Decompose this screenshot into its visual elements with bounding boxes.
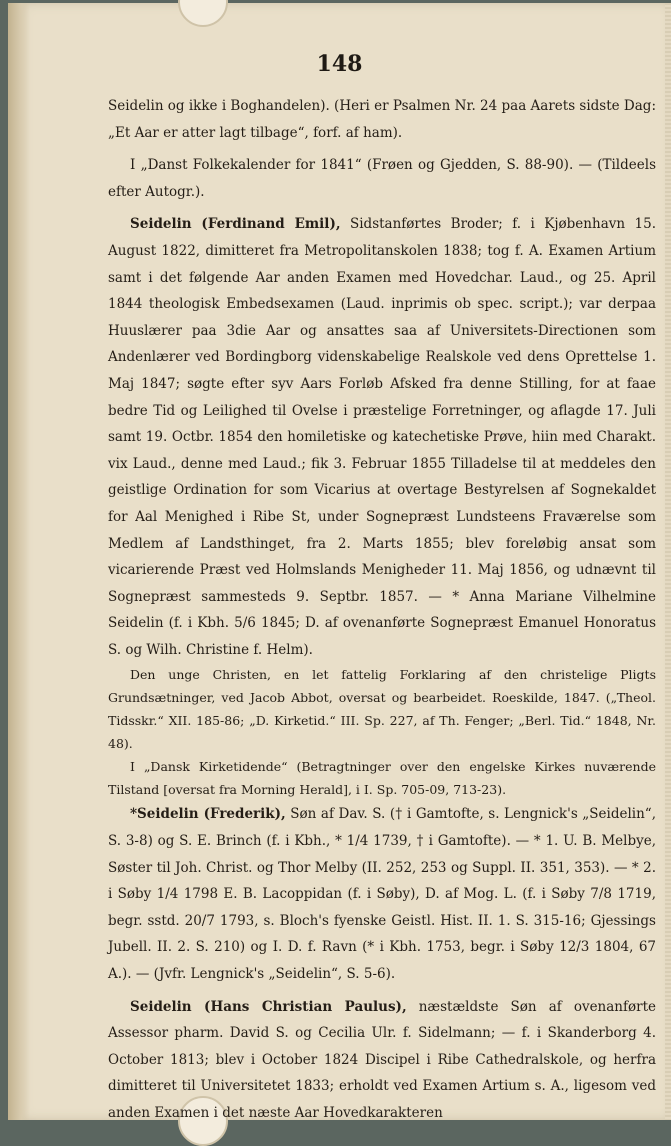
entry-body: Sidstanførtes Broder; f. i Kjøbenhavn 15. August 1822, dimitteret fra Metropolitanskolen 1838; tog f. A. Examen Artium samt i det følgende Aar anden Examen med Hovedchar. Laud., og 25. April 1844 theologisk Embedsexamen (Laud. inprimis ob spec. script.); var derpaa Huuslærer paa 3die Aar og ansattes saa af Universitets-Directionen som Andenlærer ved Bordingborg videnskabelige Realskole ved dens Oprettelse 1. Maj 1847; søgte efter syv Aars Forløb Afsked fra denne Stilling, for at faae bedre Tid og Leilighed til Ovelse i præstelige Forretninger, og aflagde 17. Juli samt 19. Octbr. 1854 den homiletiske og katechetiske Prøve, hiin med Charakt. vix Laud., denne med Laud.; fik 3. Februar 1855 Tilladelse til at meddeles den geistlige Ordination for som Vicarius at overtage Bestyrelsen af Sognekaldet for Aal Menighed i Ribe St, under Sognepræst Lundsteens Fraværelse som Medlem af Landsthinget, fra 2. Marts 1855; blev foreløbig ansat som vicarierende Præst ved Holmslands Menigheder 11. Maj 1856, og udnævnt til Sognepræst sammesteds 9. Septbr. 1857. — * Anna Mariane Vilhelmine Seidelin (f. i Kbh. 5/6 1845; D. af ovenanførte Sognepræst Emanuel Honoratus S. og Wilh. Christine f. Helm). xyxy=(108,216,656,658)
paragraph: I „Danst Folkekalender for 1841“ (Frøen og Gjedden, S. 88-90). — (Tildeels efter Autogr.). xyxy=(108,157,656,200)
entry-body: næstældste Søn af ovenanførte Assessor pharm. David S. og Cecilia Ulr. f. Sidelmann; — f. i Skanderborg 4. October 1813; blev i October 1824 Discipel i Ribe Cathedralskole, og herfra dimitteret til Universitetet 1833; erholdt ved Examen Artium s. A., ligesom ved anden Examen i det næste Aar Hovedkarakteren xyxy=(108,998,656,1121)
paragraph: Seidelin og ikke i Boghandelen). (Heri er Psalmen Nr. 24 paa Aarets sidste Dag: „Et Aar er atter lagt tilbage“, forf. af ham). xyxy=(108,98,656,141)
paragraph: I „Dansk Kirketidende“ (Betragtninger over den engelske Kirkes nuværende Tilstand [oversat fra Morning Herald], i I. Sp. 705-09, 713-23). xyxy=(108,759,656,798)
entry-heading: Seidelin (Hans Christian Paulus), xyxy=(130,998,407,1015)
page-edge xyxy=(665,3,671,1120)
paragraph: Den unge Christen, en let fattelig Forklaring af den christelige Pligts Grundsætninger, ved Jacob Abbot, oversat og bearbeidet. Roeskilde, 1847. („Theol. Tidsskr.“ XII. 185-86; „D. Kirketid.“ III. Sp. 227, af Th. Fenger; „Berl. Tid.“ 1848, Nr. 48). xyxy=(108,667,656,752)
entry-seidelin-hans-christian-paulus xyxy=(108,994,656,1127)
page-text xyxy=(108,93,656,1127)
page-number: 148 xyxy=(316,51,363,77)
entry-heading: *Seidelin (Frederik), xyxy=(130,806,286,823)
entry-body: Søn af Dav. S. († i Gamtofte, s. Lengnick's „Seidelin“, S. 3-8) og S. E. Brinch (f. i Kbh., * 1/4 1739, † i Gamtofte). — * 1. U. B. Melbye, Søster til Joh. Christ. og Thor Melby (II. 252, 253 og Suppl. II. 351, 353). — * 2. i Søby 1/4 1798 E. B. Lacoppidan (f. i Søby), D. af Mog. L. (f. i Søby 7/8 1719, begr. sstd. 20/7 1793, s. Bloch's fyenske Geistl. Hist. II. 1. S. 315-16; Gjessings Jubell. II. 2. S. 210) og I. D. f. Ravn (* i Kbh. 1753, begr. i Søby 12/3 1804, 67 A.). — (Jvfr. Lengnick's „Seidelin“, S. 5-6). xyxy=(108,806,656,983)
entry-seidelin-ferdinand-emil xyxy=(108,211,656,663)
page-gutter xyxy=(8,3,30,1120)
entry-heading: Seidelin (Ferdinand Emil), xyxy=(130,216,341,233)
entry-seidelin-frederik xyxy=(108,801,656,987)
binding-hole-top xyxy=(178,0,228,27)
book-page xyxy=(8,3,671,1120)
